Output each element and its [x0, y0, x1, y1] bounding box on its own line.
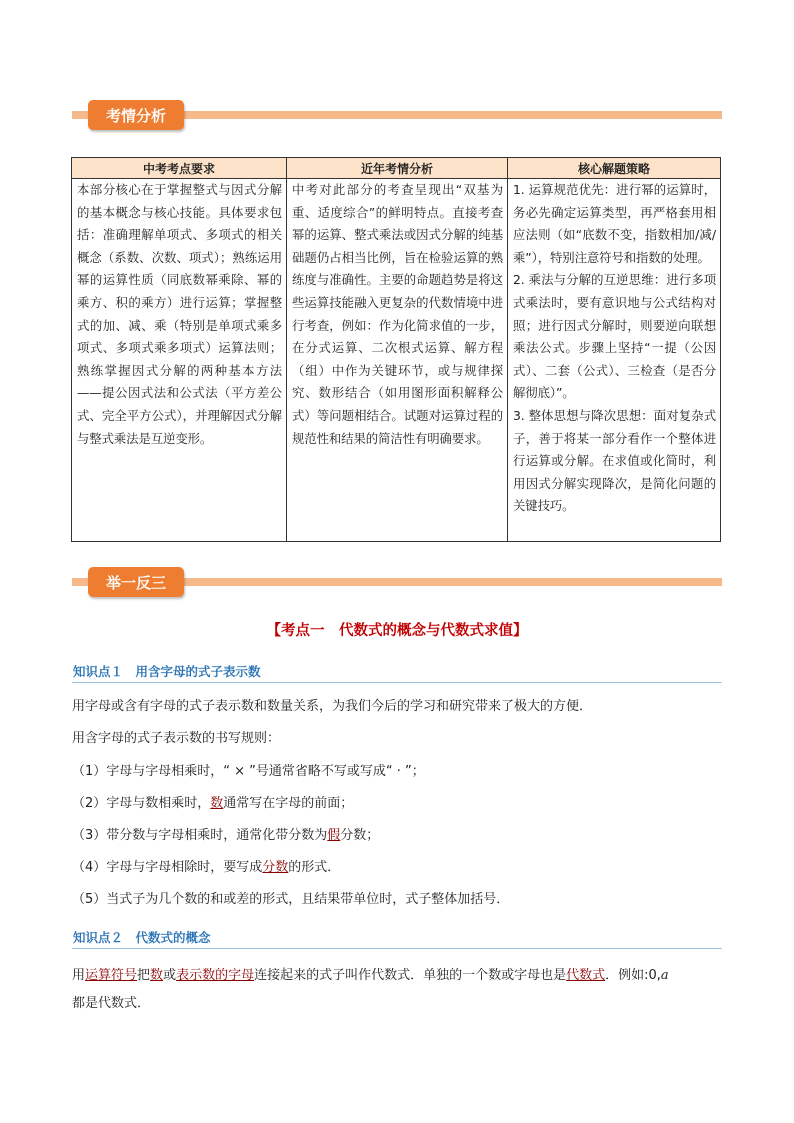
text: 把 — [137, 968, 151, 983]
strategy-item: 3. 整体思想与降次思想：面对复杂式子，善于将某一部分看作一个整体进行运算或分解。在求值或化简时，利用因式分解实现降次，是简化问题的关键技巧。 — [513, 407, 716, 514]
text: 或 — [163, 968, 177, 983]
strategy-item: 1. 运算规范优先：进行幂的运算时，务必先确定运算类型，再严格套用相应法则（如“底数不变，指数相加/减/乘”），特别注意符号和指数的处理。 — [513, 182, 716, 265]
text: （2）字母与数相乘时， — [72, 796, 211, 811]
paragraph: 用字母或含有字母的式子表示数和数量关系，为我们今后的学习和研究带来了极大的方便． — [72, 699, 593, 714]
text: 连接起来的式子叫作代数式．单独的一个数或字母也是 — [254, 968, 567, 983]
rule-item: （1）字母与字母相乘时，“ × ”号通常省略不写或写成“ · ”； — [72, 764, 425, 779]
strategy-item: 2. 乘法与分解的互逆思维：进行多项式乘法时，要有意识地与公式结构对照；进行因式分解时，则要逆向联想乘法公式。步骤上坚持“一提（公因式）、二套（公式）、三检查（是否分解彻底）”。 — [513, 272, 716, 401]
variable: a — [660, 968, 669, 983]
rule-item — [72, 826, 722, 846]
paragraph — [72, 962, 722, 1018]
text: 通常写在字母的前面； — [223, 796, 354, 811]
knowledge-point-title: 知识点１ 用含字母的式子表示数 — [73, 664, 261, 679]
underlined-keyword: 数 — [210, 796, 224, 811]
underlined-keyword: 运算符号 — [85, 968, 138, 983]
table-header: 中考考点要求 — [72, 158, 287, 179]
text: 的形式． — [288, 860, 341, 875]
text: 都是代数式． — [72, 996, 151, 1011]
table-cell-analysis: 中考对此部分的考查呈现出“双基为重、适度综合”的鲜明特点。直接考查幂的运算、整式乘法或因式分解的纯基础题仍占相当比例，旨在检验运算的熟练度与准确性。主要的命题趋势是将这些运算技能融入更复杂的代数情境中进行考查，例如：作为化简求值的一步，在分式运算、二次根式运算、解方程（组）中作为关键环节，或与规律探究、数形结合（如用图形面积解释公式）等问题相结合。试题对运算过程的规范性和结果的简洁性有明确要求。 — [287, 179, 508, 542]
underlined-keyword: 数 — [150, 968, 164, 983]
kaodian-title: 【考点一 代数式的概念与代数式求值】 — [266, 623, 528, 639]
table-header: 核心解题策略 — [508, 158, 721, 179]
rule-item — [72, 794, 722, 814]
text: （4）字母与字母相除时，要写成 — [72, 860, 263, 875]
rule-item: （5）当式子为几个数的和或差的形式，且结果带单位时，式子整体加括号． — [72, 892, 510, 907]
text: ．例如:0, — [605, 968, 661, 983]
text: 分数； — [340, 828, 380, 843]
text: 用 — [72, 968, 86, 983]
underlined-keyword: 表示数的字母 — [176, 968, 255, 983]
section-tab-analysis: 考情分析 — [88, 100, 184, 130]
rule-item — [72, 858, 722, 878]
divider — [72, 682, 722, 683]
table-cell-strategies — [508, 179, 721, 542]
table-cell-requirements: 本部分核心在于掌握整式与因式分解的基本概念与核心技能。具体要求包括：准确理解单项式、多项式的相关概念（系数、次数、项式）；熟练运用幂的运算性质（同底数幂乘除、幂的乘方、积的乘方）进行运算；掌握整式的加、减、乘（特别是单项式乘多项式、多项式乘多项式）运算法则；熟练掌握因式分解的两种基本方法——提公因式法和公式法（平方差公式、完全平方公式），并理解因式分解与整式乘法是互逆变形。 — [72, 179, 287, 542]
paragraph: 用含字母的式子表示数的书写规则： — [72, 731, 281, 746]
knowledge-point-title: 知识点２ 代数式的概念 — [73, 930, 211, 945]
divider — [72, 948, 722, 949]
underlined-keyword: 代数式 — [566, 968, 606, 983]
underlined-keyword: 假 — [327, 828, 341, 843]
section-tab-examples: 举一反三 — [88, 567, 184, 597]
analysis-table — [71, 157, 721, 542]
text: （3）带分数与字母相乘时，通常化带分数为 — [72, 828, 328, 843]
table-header: 近年考情分析 — [287, 158, 508, 179]
underlined-keyword: 分数 — [262, 860, 289, 875]
